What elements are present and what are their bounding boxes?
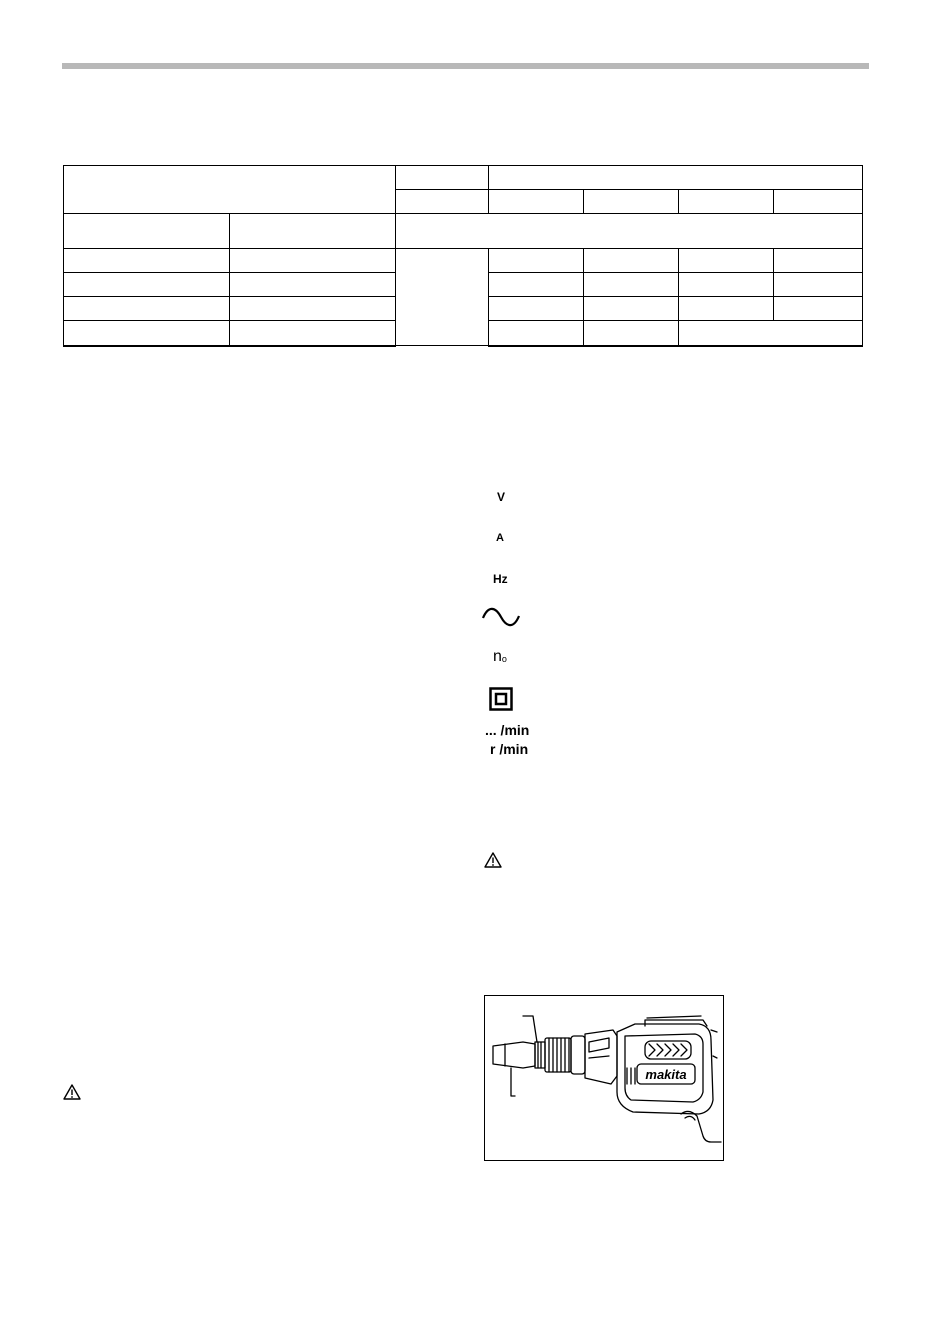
table-cell — [230, 321, 396, 346]
brand-logo-text: makita — [645, 1067, 687, 1082]
specifications-table — [63, 165, 863, 347]
table-cell — [584, 321, 679, 346]
table-cell — [396, 190, 489, 214]
table-cell — [230, 214, 396, 249]
table-cell — [489, 321, 584, 346]
table-cell — [64, 321, 230, 346]
table-cell — [679, 190, 774, 214]
no-load-speed-letter: n — [493, 648, 502, 665]
table-cell — [774, 297, 863, 321]
table-cell — [584, 297, 679, 321]
table-cell — [64, 273, 230, 297]
table-cell — [396, 166, 489, 190]
table-cell — [396, 249, 489, 346]
table-cell — [230, 249, 396, 273]
table-cell — [584, 273, 679, 297]
symbol-volt: V — [497, 490, 506, 504]
warning-triangle-icon — [484, 852, 502, 868]
table-cell — [774, 190, 863, 214]
table-cell — [64, 297, 230, 321]
warning-triangle-icon — [63, 1084, 81, 1100]
table-cell — [584, 190, 679, 214]
table-cell — [64, 214, 230, 249]
symbol-blows-per-minute: ... /min — [485, 722, 530, 738]
table-cell — [489, 297, 584, 321]
table-cell — [584, 249, 679, 273]
table-cell — [489, 273, 584, 297]
screwdriver-illustration — [485, 996, 723, 1160]
figure-frame — [484, 995, 724, 1161]
symbol-hertz: Hz — [493, 572, 508, 586]
table-cell — [230, 273, 396, 297]
table-cell — [396, 214, 863, 249]
table-cell — [64, 249, 230, 273]
table-cell — [679, 321, 863, 346]
symbol-revolutions-per-minute: r /min — [490, 741, 529, 757]
table-cell — [64, 166, 396, 214]
symbol-no-load-speed — [493, 648, 507, 666]
table-row — [64, 249, 863, 273]
table-header-row — [64, 166, 863, 190]
table-cell — [774, 273, 863, 297]
top-rule — [62, 63, 869, 69]
table-cell — [679, 297, 774, 321]
table-cell — [679, 273, 774, 297]
table-cell — [679, 249, 774, 273]
table-cell — [489, 166, 863, 190]
table-cell — [774, 249, 863, 273]
double-insulation-icon — [489, 687, 513, 711]
table-cell — [230, 297, 396, 321]
table-row — [64, 214, 863, 249]
alternating-current-icon — [481, 606, 521, 628]
table-cell — [489, 249, 584, 273]
symbol-ampere: A — [496, 532, 504, 544]
no-load-speed-subscript: o — [501, 654, 507, 664]
table-cell — [489, 190, 584, 214]
